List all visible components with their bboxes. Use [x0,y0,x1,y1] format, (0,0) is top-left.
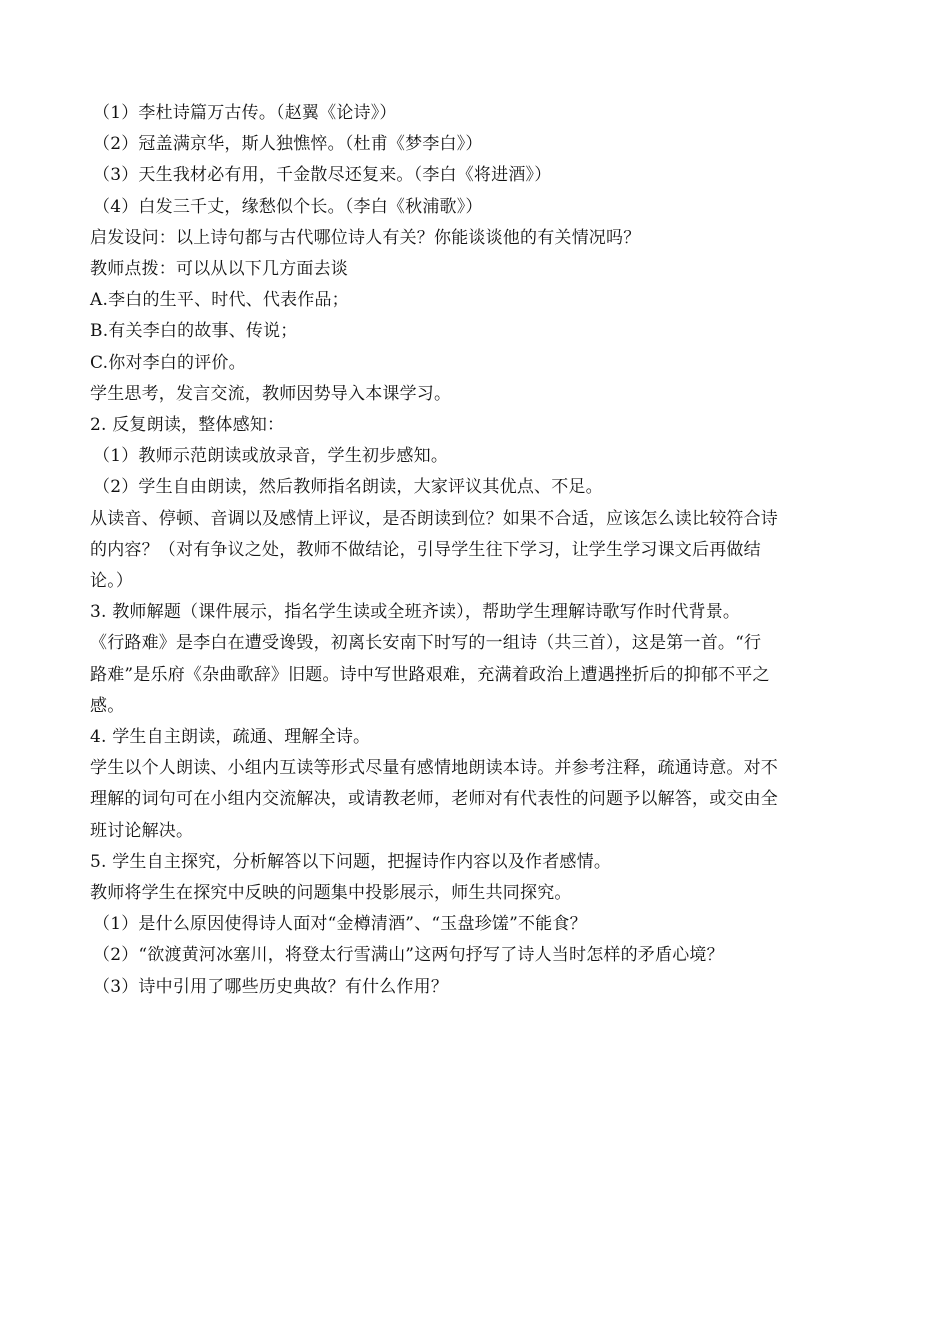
text-line: 论。） [90,571,134,592]
text-line: 从读音、停顿、音调以及感情上评议，是否朗读到位？如果不合适，应该怎么读比较符合诗 [90,508,778,529]
text-line: （1）李杜诗篇万古传。（赵翼《论诗》） [93,103,397,123]
text-line: 5. 学生自主探究，分析解答以下问题，把握诗作内容以及作者感情。 [90,851,612,872]
text-line: 感。 [90,695,125,716]
text-line: A.李白的生平、时代、代表作品； [90,290,349,311]
text-line: （3）诗中引用了哪些历史典故？有什么作用？ [93,976,449,997]
text-line: （1）教师示范朗读或放录音，学生初步感知。 [93,446,449,467]
text-line: （2）学生自由朗读，然后教师指名朗读，大家评议其优点、不足。 [93,477,603,498]
text-line: 教师将学生在探究中反映的问题集中投影展示，师生共同探究。 [90,883,572,904]
text-line: （4）白发三千丈，缘愁似个长。（李白《秋浦歌》） [93,196,483,217]
text-line: 班讨论解决。 [90,820,194,841]
text-line: 3. 教师解题（课件展示，指名学生读或全班齐读），帮助学生理解诗歌写作时代背景。 [90,602,741,623]
text-line: 4. 学生自主朗读，疏通、理解全诗。 [90,727,371,748]
document-page [90,98,865,1003]
text-line: 学生以个人朗读、小组内互读等形式尽量有感情地朗读本诗。并参考注释，疏通诗意。对不 [90,758,778,779]
text-line: （3）天生我材必有用，千金散尽还复来。（李白《将进酒》） [93,165,552,186]
text-line: 的内容？（对有争议之处，教师不做结论，引导学生往下学习，让学生学习课文后再做结 [90,539,761,560]
text-line: 教师点拨：可以从以下几方面去谈 [90,259,348,280]
text-line: 《行路难》是李白在遭受谗毁，初离长安南下时写的一组诗（共三首），这是第一首。“行 [90,633,762,654]
text-line: （2）冠盖满京华，斯人独憔悴。（杜甫《梦李白》） [93,134,483,155]
text-line: C.你对李白的评价。 [90,352,246,373]
text-line: 2. 反复朗读，整体感知： [90,415,285,436]
text-line: （1）是什么原因使得诗人面对“金樽清酒”、“玉盘珍馐”不能食？ [93,914,587,935]
text-line: 路难”是乐府《杂曲歌辞》旧题。诗中写世路艰难，充满着政治上遭遇挫折后的抑郁不平之 [90,664,770,685]
text-line: 理解的词句可在小组内交流解决，或请教老师，老师对有代表性的问题予以解答，或交由全 [90,789,778,810]
text-line: （2）“欲渡黄河冰塞川，将登太行雪满山”这两句抒写了诗人当时怎样的矛盾心境？ [93,945,724,966]
text-line: 学生思考，发言交流，教师因势导入本课学习。 [90,383,452,404]
text-line: B.有关李白的故事、传说； [90,321,298,342]
text-line: 启发设问：以上诗句都与古代哪位诗人有关？你能谈谈他的有关情况吗？ [90,227,641,248]
